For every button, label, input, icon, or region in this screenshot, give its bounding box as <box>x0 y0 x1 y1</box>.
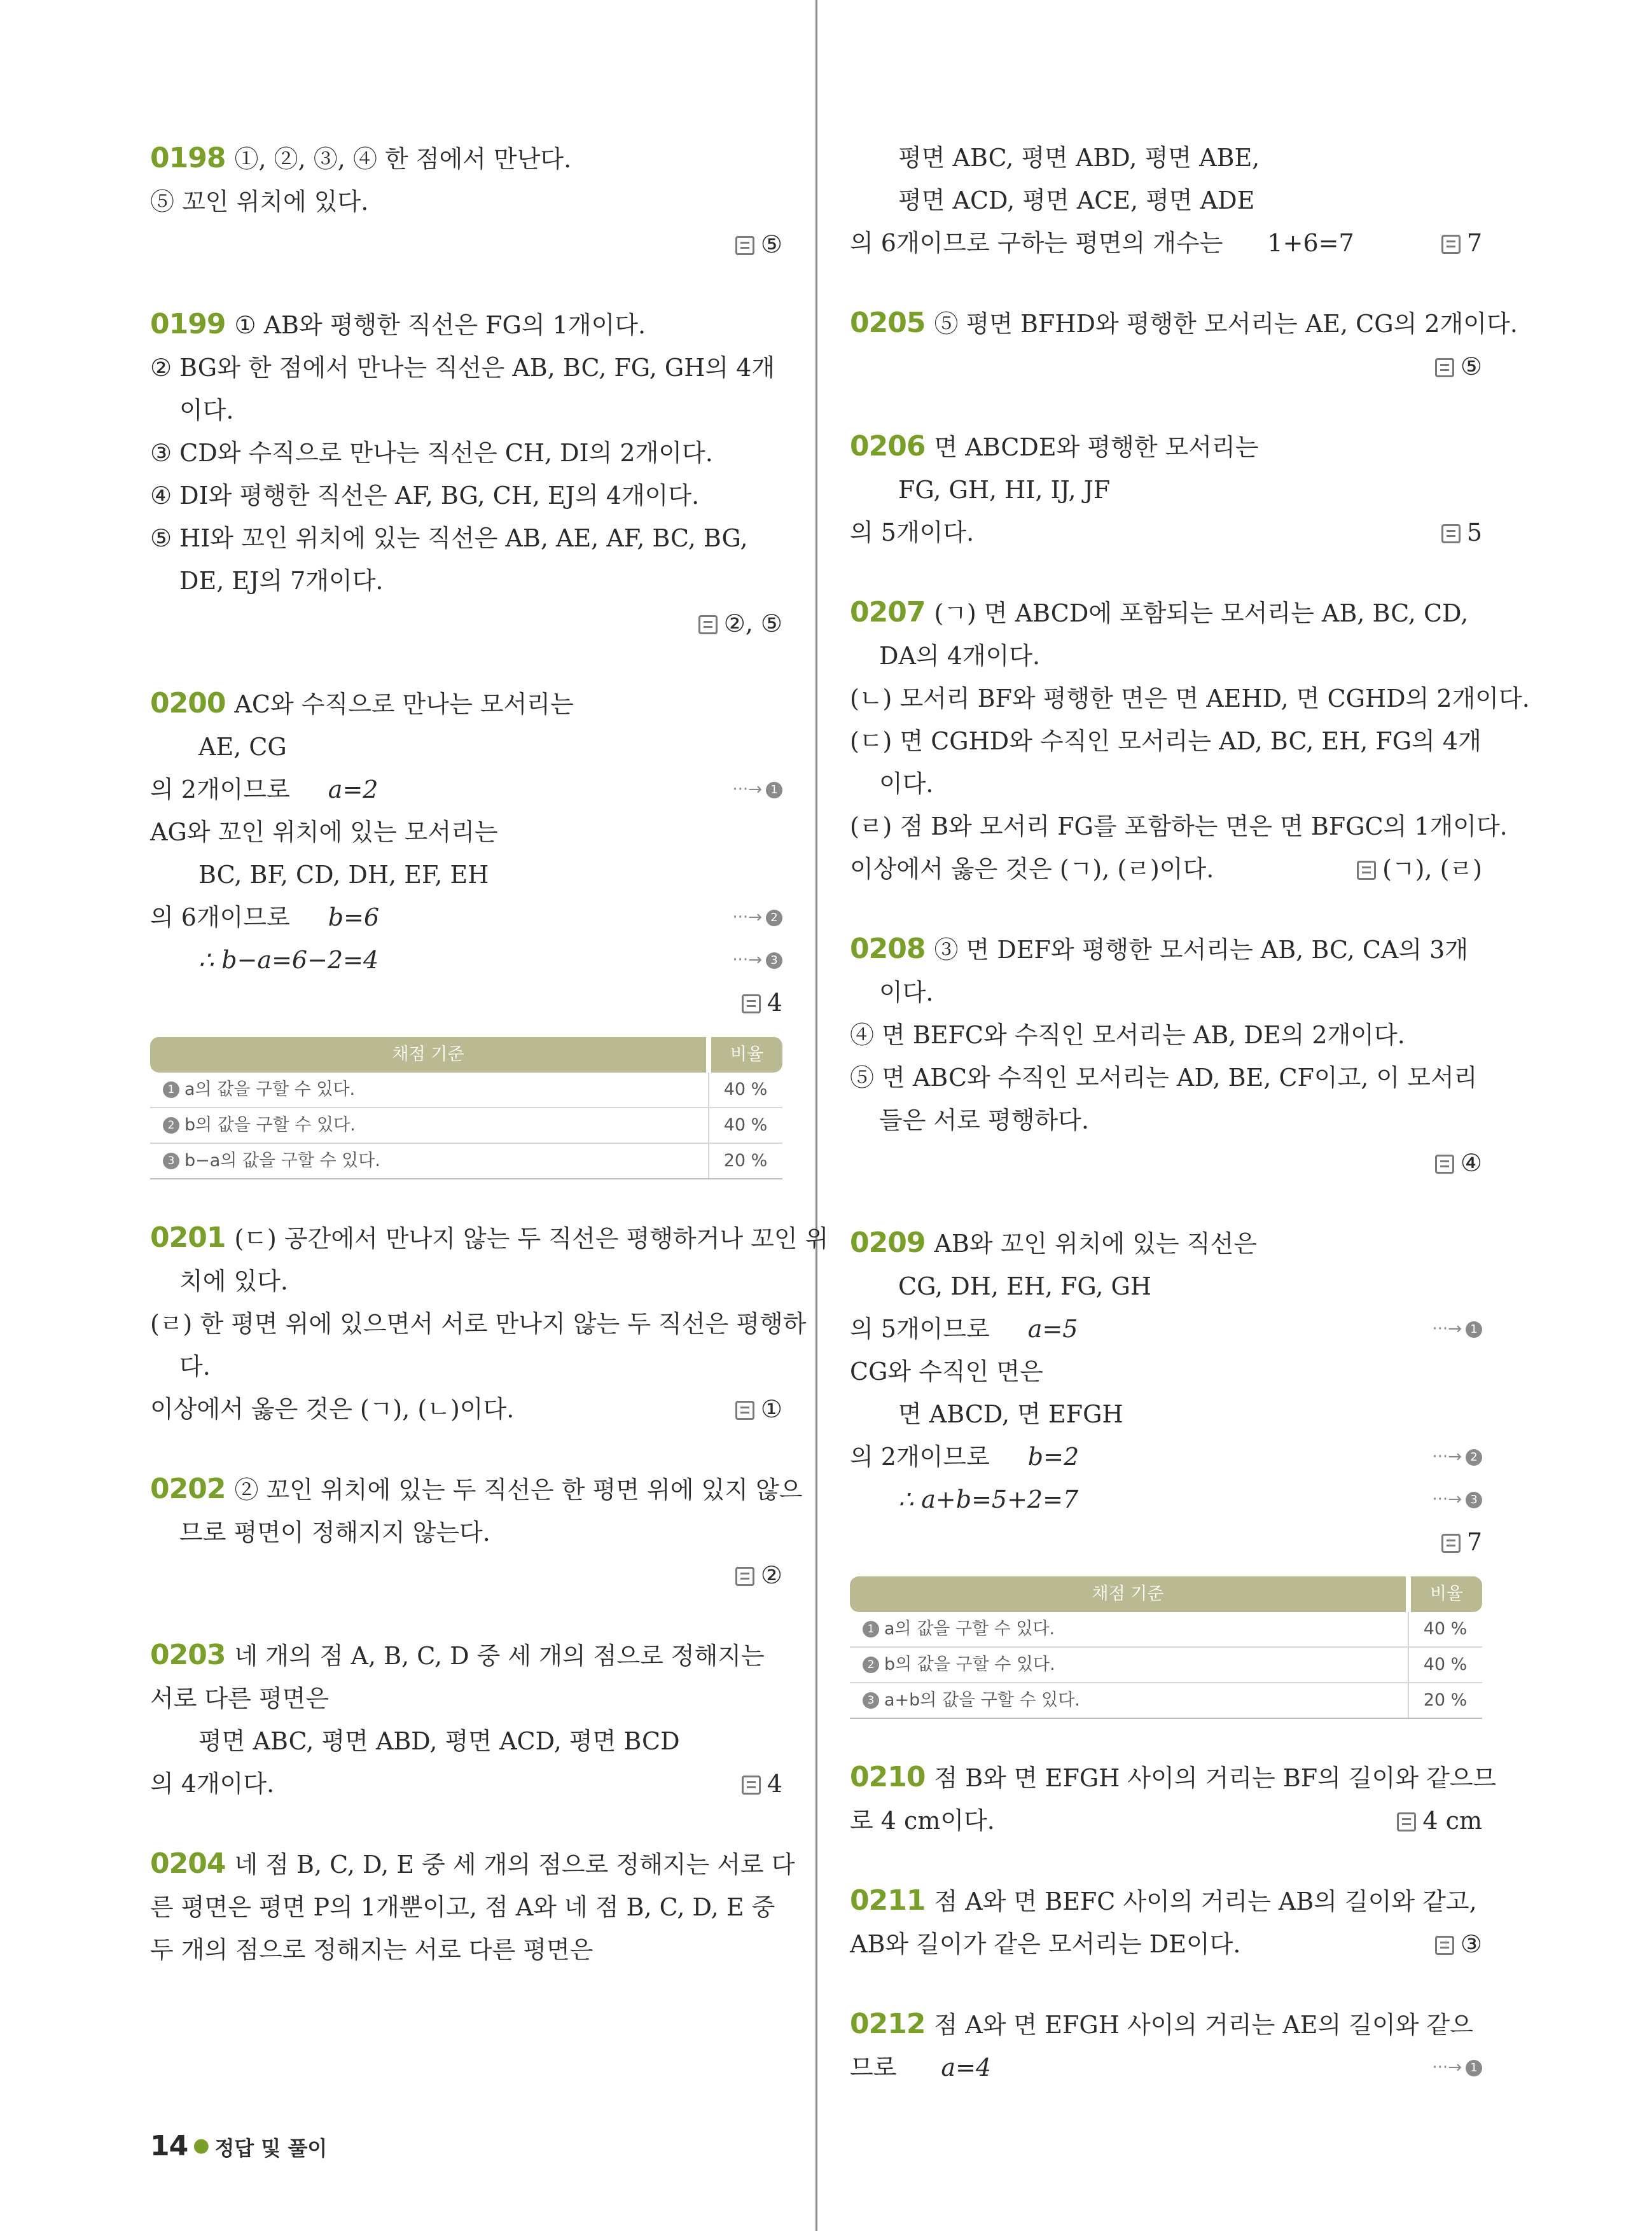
solution-line: ④ DI와 평행한 직선은 AF, BG, CH, EJ의 4개이다. <box>150 482 700 510</box>
problem-0207 <box>850 591 1530 891</box>
solution-line: 른 평면은 평면 P의 1개뿐이고, 점 A와 네 점 B, C, D, E 중 <box>150 1893 775 1921</box>
scoring-row: 1 a의 값을 구할 수 있다. 40 % <box>150 1073 782 1108</box>
answer <box>1357 848 1482 891</box>
problem-number: 0211 <box>850 1884 926 1917</box>
solution-line: CG와 수직인 면은 <box>850 1358 1043 1386</box>
equation: b=2 <box>1027 1443 1079 1471</box>
solution-line: ② BG와 한 점에서 만나는 직선은 AB, BC, FG, GH의 4개 <box>150 354 775 382</box>
problem-0212 <box>850 2003 1482 2089</box>
scoring-row: 3 b−a의 값을 구할 수 있다. 20 % <box>150 1143 782 1179</box>
problem-number: 0203 <box>150 1639 226 1671</box>
answer-value: 4 cm <box>1422 1807 1482 1835</box>
equation: a=2 <box>328 775 378 803</box>
solution-line: 의 5개이므로 <box>850 1315 990 1343</box>
solution-line: ⑤ 면 ABC와 수직인 모서리는 AD, BE, CF이고, 이 모서리 <box>850 1064 1478 1092</box>
solution-line: 의 6개이므로 <box>150 903 290 931</box>
problem-0204 <box>150 1842 795 1971</box>
solution-line: 므로 평면이 정해지지 않는다. <box>179 1519 490 1546</box>
solution-line: 의 5개이다. <box>850 518 975 546</box>
problem-number: 0200 <box>150 687 226 719</box>
solution-line: ④ 면 BEFC와 수직인 모서리는 AB, DE의 2개이다. <box>850 1021 1405 1049</box>
solution-line: 점 B와 면 EFGH 사이의 거리는 BF의 길이와 같으므 <box>934 1764 1497 1792</box>
answer <box>850 1142 1482 1185</box>
answer-icon <box>1441 235 1461 254</box>
answer <box>735 1388 782 1431</box>
bullet-icon: ● <box>193 2134 210 2157</box>
solution-line: 들은 서로 평행하다. <box>879 1106 1089 1134</box>
problem-0199 <box>150 303 782 645</box>
answer-icon <box>742 1776 761 1795</box>
problem-0210 <box>850 1756 1497 1842</box>
solution-line: 점 A와 면 BEFC 사이의 거리는 AB의 길이와 같고, <box>934 1887 1477 1915</box>
solution-line: AB와 꼬인 위치에 있는 직선은 <box>934 1230 1257 1258</box>
solution-line: 평면 ACD, 평면 ACE, 평면 ADE <box>898 186 1255 214</box>
solution-line: ① AB와 평행한 직선은 FG의 1개이다. <box>234 311 646 339</box>
solution-line: (ㄷ) 공간에서 만나지 않는 두 직선은 평행하거나 꼬인 위 <box>234 1225 829 1253</box>
solution-line: ∴ a+b=5+2=7 <box>898 1485 1079 1513</box>
solution-line: FG, GH, HI, IJ, JF <box>898 476 1111 504</box>
solution-line: AE, CG <box>198 733 287 761</box>
solution-line: 서로 다른 평면은 <box>150 1685 330 1713</box>
solution-line: 이상에서 옳은 것은 (ㄱ), (ㄹ)이다. <box>850 855 1214 883</box>
solution-line: ② 꼬인 위치에 있는 두 직선은 한 평면 위에 있지 않으 <box>234 1476 803 1504</box>
solution-line: 의 2개이므로 <box>150 775 290 803</box>
solution-line: DA의 4개이다. <box>879 642 1041 670</box>
answer-value: ②, ⑤ <box>723 609 782 637</box>
problem-number: 0207 <box>850 596 926 629</box>
solution-line: 점 A와 면 EFGH 사이의 거리는 AE의 길이와 같으 <box>934 2011 1473 2039</box>
equation: a=5 <box>1027 1315 1078 1343</box>
answer-icon <box>735 1567 754 1586</box>
column-divider <box>816 0 817 2231</box>
solution-line: (ㄹ) 점 B와 모서리 FG를 포함하는 면은 면 BFGC의 1개이다. <box>850 812 1508 840</box>
step-marker: ···→ 3 <box>1432 1478 1482 1521</box>
answer-icon <box>735 236 754 255</box>
answer-value: ⑤ <box>760 230 782 258</box>
answer-value: 7 <box>1466 1528 1482 1556</box>
step-marker: ···→ 2 <box>732 896 782 939</box>
solution-line: ⑤ HI와 꼬인 위치에 있는 직선은 AB, AE, AF, BC, BG, <box>150 524 748 552</box>
solution-line: BC, BF, CD, DH, EF, EH <box>198 861 489 889</box>
problem-number: 0204 <box>150 1847 226 1880</box>
problem-number: 0202 <box>150 1473 226 1505</box>
equation: 1+6=7 <box>1267 229 1354 257</box>
solution-line: 이다. <box>879 770 934 798</box>
solution-line: 이다. <box>179 396 234 424</box>
solution-line: (ㄴ) 모서리 BF와 평행한 면은 면 AEHD, 면 CGHD의 2개이다. <box>850 685 1530 712</box>
solution-line: 네 개의 점 A, B, C, D 중 세 개의 점으로 정해지는 <box>234 1642 765 1670</box>
scoring-header-criteria: 채점 기준 <box>150 1037 709 1073</box>
answer <box>850 345 1482 388</box>
problem-number: 0198 <box>150 142 226 174</box>
problem-0201 <box>150 1216 829 1431</box>
scoring-row: 3 a+b의 값을 구할 수 있다. 20 % <box>850 1683 1482 1718</box>
answer <box>150 982 782 1024</box>
solution-line: 의 6개이므로 구하는 평면의 개수는 <box>850 229 1223 257</box>
solution-line: (ㄹ) 한 평면 위에 있으면서 서로 만나지 않는 두 직선은 평행하 <box>150 1310 807 1338</box>
step-marker: ···→ 1 <box>1432 2047 1482 2089</box>
answer-value: 4 <box>767 989 782 1017</box>
problem-number: 0210 <box>850 1761 926 1793</box>
solution-line: AG와 꼬인 위치에 있는 모서리는 <box>150 818 498 846</box>
answer <box>150 1554 782 1597</box>
solution-line: 의 2개이므로 <box>850 1443 990 1471</box>
solution-line: 다. <box>179 1352 211 1380</box>
answer-icon <box>742 994 761 1013</box>
scoring-header-ratio: 비율 <box>709 1037 782 1073</box>
answer-icon <box>1397 1812 1416 1831</box>
problem-0204-continued <box>850 137 1482 265</box>
answer-icon <box>1435 1936 1454 1955</box>
answer-icon <box>698 615 718 634</box>
problem-number: 0206 <box>850 430 926 462</box>
answer-icon <box>1435 358 1454 377</box>
answer-icon <box>1357 861 1376 880</box>
answer-value: (ㄱ), (ㄹ) <box>1382 855 1482 883</box>
solution-line: 로 4 cm이다. <box>850 1807 995 1835</box>
step-marker: ···→ 1 <box>1432 1308 1482 1351</box>
scoring-table <box>850 1576 1482 1719</box>
problem-number: 0208 <box>850 933 926 965</box>
solution-line: 평면 ABC, 평면 ABD, 평면 ABE, <box>898 144 1260 172</box>
step-marker: ···→ 1 <box>732 768 782 811</box>
solution-line: (ㄱ) 면 ABCD에 포함되는 모서리는 AB, BC, CD, <box>934 599 1469 627</box>
solution-line: 면 ABCD, 면 EFGH <box>898 1400 1123 1428</box>
answer <box>150 223 782 266</box>
problem-0200 <box>150 682 782 1179</box>
answer <box>1441 222 1482 265</box>
answer-value: ⑤ <box>1460 352 1482 380</box>
solution-line: 이다. <box>879 978 934 1006</box>
solution-line: 면 ABCDE와 평행한 모서리는 <box>934 433 1259 461</box>
answer-value: ② <box>760 1561 782 1589</box>
page-footer <box>150 2130 327 2162</box>
problem-0209 <box>850 1221 1482 1719</box>
scoring-row: 2 b의 값을 구할 수 있다. 40 % <box>150 1108 782 1143</box>
solution-line: 므로 <box>850 2054 897 2082</box>
solution-line: ③ 면 DEF와 평행한 모서리는 AB, BC, CA의 3개 <box>934 936 1469 964</box>
problem-0203 <box>150 1634 782 1805</box>
answer-value: 4 <box>767 1770 782 1798</box>
section-label: 정답 및 풀이 <box>214 2136 328 2160</box>
left-column <box>150 137 829 2008</box>
scoring-header-criteria: 채점 기준 <box>850 1576 1408 1612</box>
solution-line: ⑤ 꼬인 위치에 있다. <box>150 188 369 216</box>
answer <box>1397 1800 1482 1842</box>
solution-line: 의 4개이다. <box>150 1770 275 1798</box>
answer-value: 5 <box>1466 518 1482 546</box>
problem-0202 <box>150 1468 803 1597</box>
answer <box>150 602 782 645</box>
problem-0205 <box>850 302 1518 388</box>
solution-line: 네 점 B, C, D, E 중 세 개의 점으로 정해지는 서로 다 <box>234 1851 795 1879</box>
problem-number: 0199 <box>150 308 226 340</box>
answer-value: ③ <box>1460 1930 1482 1958</box>
scoring-header-ratio: 비율 <box>1408 1576 1482 1612</box>
problem-number: 0205 <box>850 307 926 339</box>
step-marker: ···→ 3 <box>732 939 782 982</box>
scoring-table <box>150 1037 782 1179</box>
problem-number: 0212 <box>850 2008 926 2040</box>
equation: b=6 <box>328 903 380 931</box>
answer-value: 7 <box>1466 229 1482 257</box>
solution-line: CG, DH, EH, FG, GH <box>898 1272 1152 1300</box>
equation: a=4 <box>941 2054 992 2082</box>
problem-number: 0209 <box>850 1227 926 1259</box>
scoring-row: 1 a의 값을 구할 수 있다. 40 % <box>850 1612 1482 1647</box>
solution-line: 이상에서 옳은 것은 (ㄱ), (ㄴ)이다. <box>150 1395 515 1423</box>
solution-line: AC와 수직으로 만나는 모서리는 <box>234 690 574 718</box>
solution-line: ③ CD와 수직으로 만나는 직선은 CH, DI의 2개이다. <box>150 439 713 467</box>
scoring-row: 2 b의 값을 구할 수 있다. 40 % <box>850 1647 1482 1683</box>
answer-value: ④ <box>1460 1149 1482 1177</box>
answer <box>850 1521 1482 1564</box>
solution-line: AB와 길이가 같은 모서리는 DE이다. <box>850 1930 1241 1958</box>
solution-line: 두 개의 점으로 정해지는 서로 다른 평면은 <box>150 1936 593 1964</box>
problem-0208 <box>850 928 1482 1185</box>
problem-0198 <box>150 137 782 266</box>
page-number: 14 <box>150 2130 188 2162</box>
answer-icon <box>1435 1155 1454 1174</box>
answer-icon <box>1441 1534 1461 1553</box>
solution-line: ∴ b−a=6−2=4 <box>198 946 379 974</box>
solution-line: DE, EJ의 7개이다. <box>179 567 384 595</box>
solution-line: 치에 있다. <box>179 1267 288 1295</box>
answer <box>742 1763 782 1805</box>
solution-line: ①, ②, ③, ④ 한 점에서 만난다. <box>234 145 572 173</box>
right-column <box>850 137 1530 2126</box>
solution-line: ⑤ 평면 BFHD와 평행한 모서리는 AE, CG의 2개이다. <box>934 310 1518 338</box>
solution-line: (ㄷ) 면 CGHD와 수직인 모서리는 AD, BC, EH, FG의 4개 <box>850 727 1482 755</box>
problem-number: 0201 <box>150 1221 226 1254</box>
problem-0206 <box>850 425 1482 554</box>
answer-icon <box>1441 524 1461 543</box>
answer-icon <box>735 1401 754 1420</box>
answer-value: ① <box>760 1395 782 1423</box>
problem-0211 <box>850 1879 1482 1966</box>
answer <box>1435 1923 1482 1966</box>
answer <box>1441 511 1482 554</box>
solution-line: 평면 ABC, 평면 ABD, 평면 ACD, 평면 BCD <box>198 1727 680 1755</box>
step-marker: ···→ 2 <box>1432 1436 1482 1478</box>
